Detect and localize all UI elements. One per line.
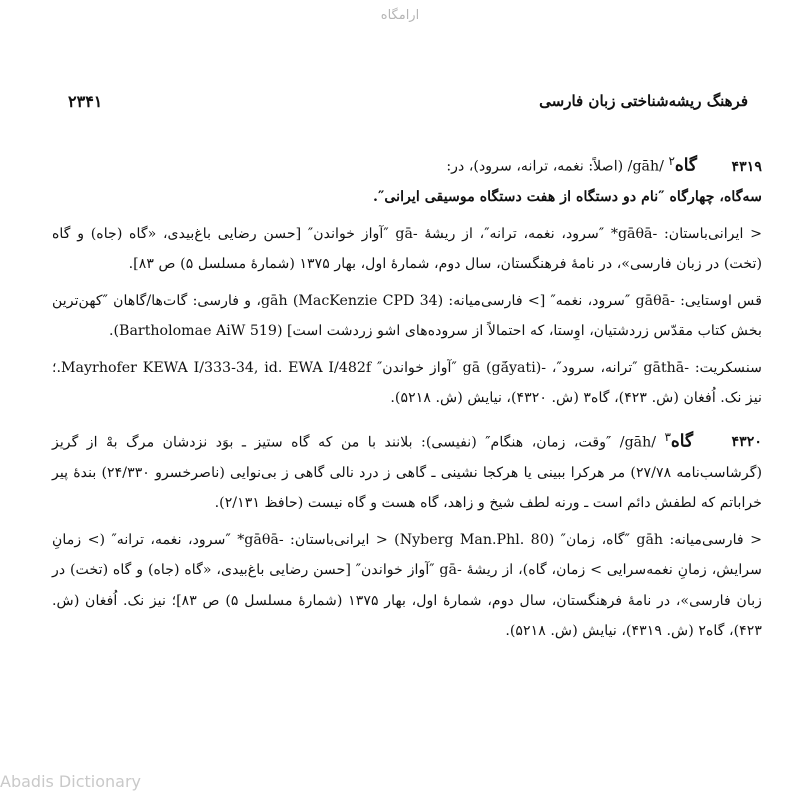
headword: گاه <box>670 431 694 452</box>
entry-line <box>52 422 762 519</box>
entry-gloss: /gāh/ (اصلاً: نغمه، ترانه، سرود)، در: <box>446 158 664 175</box>
book-title: فرهنگ ریشه‌شناختی زبان فارسی <box>539 92 748 110</box>
entry-4319 <box>52 146 762 414</box>
page-number: ۲۳۴۱ <box>68 92 103 111</box>
entry-number: ۴۳۲۰ <box>731 434 762 451</box>
headword: گاه <box>674 155 697 176</box>
headword-superscript: ۳ <box>664 429 671 444</box>
sanskrit-paragraph: سنسکریت: -gāthā ″ترانه، سرود″، -gā (gā́yati) ″آواز خواندن″ Mayrhofer KEWA I/333-34, id. EWA I/482f.؛ نیز نک. اُفغان (ش. ۴۲۳)، گاه۳ (ش. ۴۳۲۰)، نیایش (ش. ۵۲۱۸). <box>52 359 762 407</box>
site-watermark: Abadis Dictionary <box>0 772 141 791</box>
entry-line <box>52 146 762 182</box>
etymology-paragraph: < ایرانی‌باستان: -gāθā* ″سرود، نغمه، ترانه″، از ریشهٔ -gā ″آواز خواندن″ [حسن رضایی باغ‌بیدی، «گاه (جاه) و گاه (تخت) در زبان فارسی»، در نامهٔ فرهنگستان، سال دوم، شمارهٔ اول، بهار ۱۳۷۵ (شمارهٔ مسلسل ۵) ص ۸۳]. <box>52 225 762 273</box>
page-header <box>68 92 748 116</box>
dictionary-content <box>52 146 762 655</box>
page-title: ارامگاه <box>380 8 420 23</box>
entry-number: ۴۳۱۹ <box>731 158 762 175</box>
entry-4320 <box>52 422 762 647</box>
entry-definition: /gāh/ ″وقت، زمان، هنگام″ (نفیسی): بلانند با من که گاه ستیز ـ بوَد نزدشان مرگ بهْ از گریز (گرشاسب‌نامه ۲۷/۷۸) مر هرکرا ببینی یا هرکجا نشینی ـ گاهی ز درد نالی گاهی ز بی‌نوایی (ناصرخسرو ۲۴/۳۳۰) بندهٔ پیر خراباتم که لطفش دائم است ـ ورنه لطف شیخ و زاهد، گاه هست و گاه نیست (حافظ ۲/۱۳۱). <box>52 434 762 512</box>
entry-derivatives: سه‌گاه، چهارگاه ″نام دو دستگاه از هفت دستگاه موسیقی ایرانی″. <box>373 189 762 206</box>
headword-superscript: ۲ <box>668 154 675 168</box>
etymology-paragraph: < فارسی‌میانه: gāh ″گاه، زمان″ (Nyberg Man.Phl. 80) < ایرانی‌باستان: -gāθā* ″سرود، نغمه، ترانه″ (> زمانِ سرایش، زمانِ نغمه‌سرایی > زمان، گاه)، از ریشهٔ -gā ″آواز خواندن″ [حسن رضایی باغ‌بیدی، «گاه (جاه) و گاه (تخت) در زبان فارسی»، در نامهٔ فرهنگستان، سال دوم، شمارهٔ اول، بهار ۱۳۷۵ (شمارهٔ مسلسل ۵) ص ۸۳]؛ نیز نک. اُفغان (ش. ۴۲۳)، گاه۲ (ش. ۴۳۱۹)، نیایش (ش. ۵۲۱۸). <box>52 531 762 640</box>
comparison-paragraph: قس اوستایی: -gāθā ″سرود، نغمه″ [> فارسی‌میانه: gāh (MacKenzie CPD 34)، و فارسی: گات‌ها/گاهان ″کهن‌ترین بخش کتاب مقدّس زردشتیان، اوِستا، که احتمالاً از سروده‌های اشو زردشت است] (Bartholomae AiW 519). <box>52 292 763 340</box>
